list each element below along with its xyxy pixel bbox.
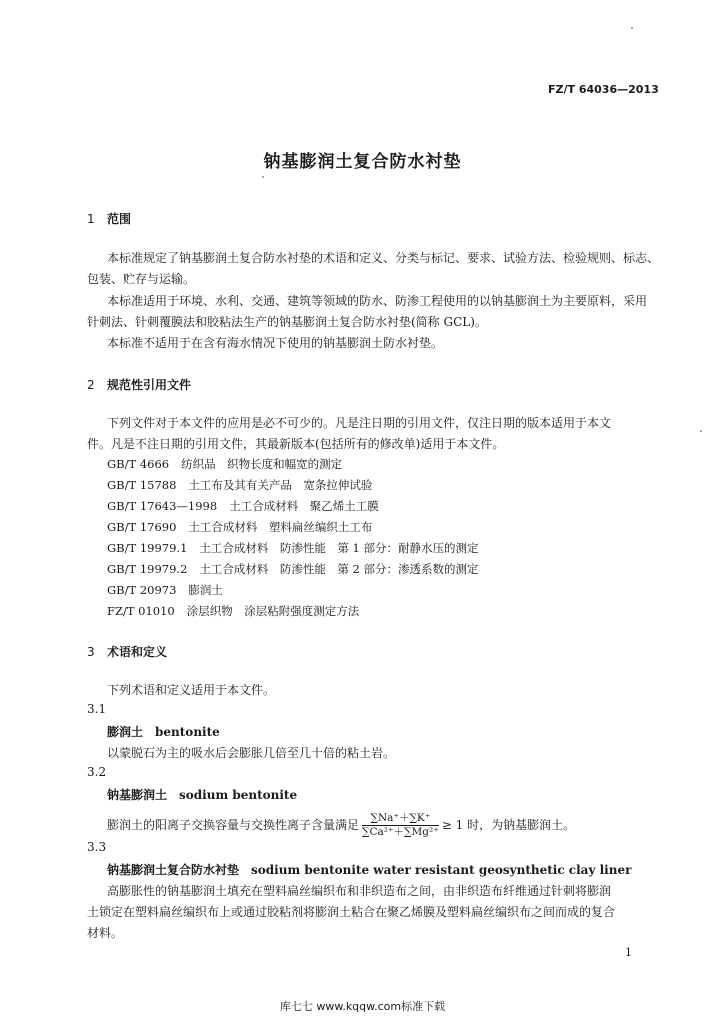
term-definition-line-1: 高膨胀性的钠基膨润土填充在塑料扁丝编织布和非织造布之间，由非织造布纤维通过针刺将膨润 (107, 884, 612, 898)
reference-item (107, 561, 479, 577)
normative-intro-line-1: 下列文件对于本文件的应用是必不可少的。凡是注日期的引用文件，仅注日期的版本适用于本文 (107, 416, 612, 430)
term-zh: 膨润土 (107, 725, 144, 739)
term-en: bentonite (155, 725, 220, 739)
term-heading (107, 786, 297, 803)
reference-name: 土工合成材料 聚乙烯土工膜 (229, 499, 379, 513)
document-title: 钠基膨润土复合防水衬垫 (263, 152, 462, 172)
section-heading-normative-references (87, 376, 191, 393)
reference-item (107, 540, 479, 556)
reference-name: 土工布及其有关产品 宽条拉伸试验 (188, 478, 373, 492)
reference-code: GB/T 20973 (107, 583, 177, 597)
section-title: 术语和定义 (107, 645, 168, 659)
reference-item (107, 582, 223, 598)
term-definition: 以蒙脱石为主的吸水后会膨胀几倍至几十倍的粘土岩。 (107, 746, 396, 760)
standard-code: FZ/T 64036—2013 (548, 83, 659, 96)
reference-code: GB/T 17643—1998 (107, 499, 218, 513)
reference-item (107, 498, 379, 514)
scan-speck (262, 176, 264, 178)
scope-paragraph-2-line-2: 针刺法、针刺覆膜法和胶粘法生产的钠基膨润土复合防水衬垫(简称 GCL)。 (87, 315, 487, 329)
reference-item (107, 456, 342, 472)
term-zh: 钠基膨润土复合防水衬垫 (107, 863, 240, 877)
reference-code: GB/T 4666 (107, 457, 170, 471)
term-en: sodium bentonite (179, 788, 298, 802)
section-title: 规范性引用文件 (107, 378, 192, 392)
reference-code: GB/T 15788 (107, 478, 177, 492)
reference-name: 纺织品 织物长度和幅宽的测定 (181, 457, 343, 471)
scope-paragraph-3: 本标准不适用于在含有海水情况下使用的钠基膨润土防水衬垫。 (107, 336, 444, 350)
term-number: 3.3 (87, 840, 107, 854)
section-heading-terms (87, 643, 167, 660)
scan-speck (631, 27, 633, 29)
reference-name: 涂层织物 涂层粘附强度测定方法 (186, 604, 360, 618)
scope-paragraph-2-line-1: 本标准适用于环境、水利、交通、建筑等领域的防水、防渗工程使用的以钠基膨润土为主要原料，采用 (107, 294, 648, 308)
reference-item (107, 603, 359, 619)
term-en: sodium bentonite water resistant geosynthetic clay liner (251, 863, 632, 877)
section-number: 2 (87, 378, 95, 392)
reference-item (107, 477, 372, 493)
reference-code: GB/T 19979.2 (107, 562, 188, 576)
fraction-denominator: ∑Ca²⁺＋∑Mg²⁺ (362, 826, 439, 838)
section-number: 3 (87, 645, 95, 659)
term-number: 3.1 (87, 702, 107, 716)
reference-code: GB/T 17690 (107, 520, 177, 534)
term-heading (107, 723, 220, 740)
definition-text-after: ≥ 1 时，为钠基膨润土。 (441, 818, 576, 832)
section-heading-scope (87, 210, 131, 227)
scope-paragraph-1-line-1: 本标准规定了钠基膨润土复合防水衬垫的术语和定义、分类与标记、要求、试验方法、检验规则、标志、 (107, 251, 660, 265)
section-title: 范围 (107, 212, 132, 226)
term-number: 3.2 (87, 765, 107, 779)
reference-name: 膨润土 (188, 583, 223, 597)
reference-code: FZ/T 01010 (107, 604, 175, 618)
term-definition-formula (107, 812, 575, 839)
download-footer: 库七七 www.kqqw.com标准下载 (279, 1000, 446, 1013)
term-definition-line-3: 材料。 (87, 926, 124, 940)
term-heading (107, 861, 631, 878)
reference-name: 土工合成材料 塑料扁丝编织土工布 (188, 520, 373, 534)
reference-code: GB/T 19979.1 (107, 541, 188, 555)
section-number: 1 (87, 212, 95, 226)
page-number: 1 (625, 946, 632, 959)
fraction-numerator: ∑Na⁺＋∑K⁺ (362, 812, 439, 826)
scope-paragraph-1-line-2: 包装、贮存与运输。 (87, 272, 196, 286)
ion-ratio-fraction (362, 812, 439, 839)
reference-name: 土工合成材料 防渗性能 第 2 部分：渗透系数的测定 (199, 562, 479, 576)
term-definition-line-2: 土锁定在塑料扁丝编织布上或通过胶粘剂将膨润土粘合在聚乙烯膜及塑料扁丝编织布之间而成的复合 (87, 905, 616, 919)
term-zh: 钠基膨润土 (107, 788, 168, 802)
definition-text-before: 膨润土的阳离子交换容量与交换性离子含量满足 (107, 818, 360, 832)
reference-name: 土工合成材料 防渗性能 第 1 部分：耐静水压的测定 (199, 541, 479, 555)
terms-intro: 下列术语和定义适用于本文件。 (107, 683, 276, 697)
reference-item (107, 519, 372, 535)
scan-speck (700, 430, 702, 432)
normative-intro-line-2: 件。凡是不注日期的引用文件，其最新版本(包括所有的修改单)适用于本文件。 (87, 437, 505, 451)
